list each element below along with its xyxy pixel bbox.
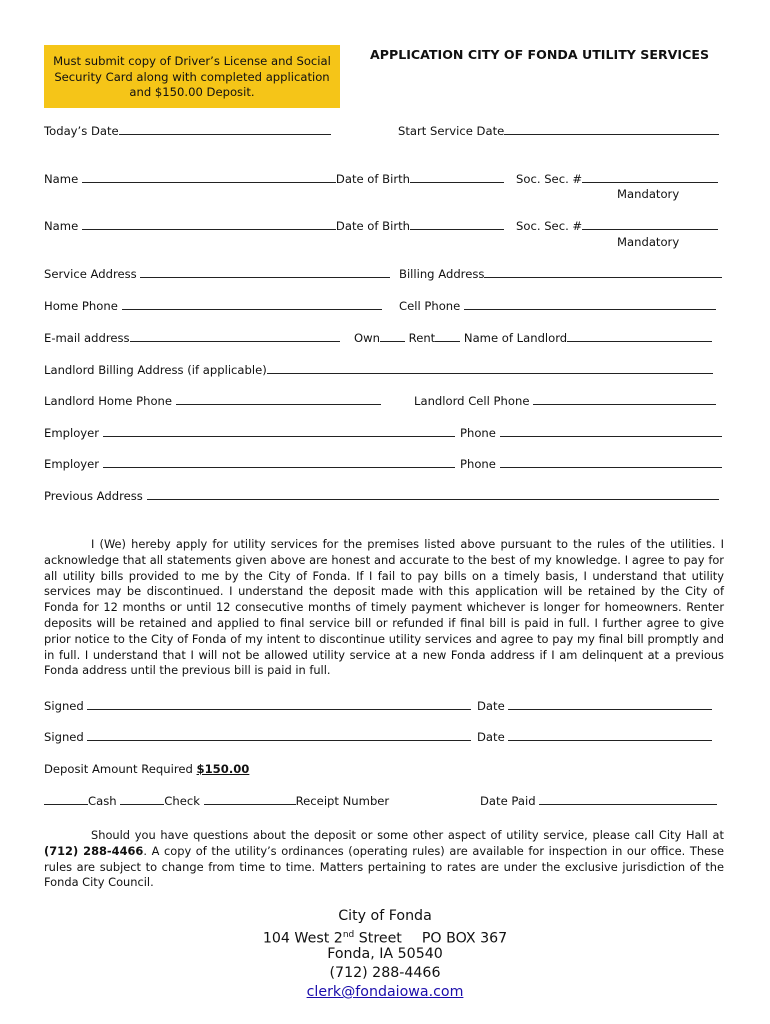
soc-sec-field-1[interactable]	[582, 171, 718, 183]
email-field[interactable]	[130, 330, 340, 342]
date-paid-field[interactable]	[539, 793, 717, 805]
email-label: E-mail address	[44, 331, 130, 345]
previous-address-label: Previous Address	[44, 489, 143, 503]
landlord-cell-phone-field[interactable]	[533, 393, 716, 405]
landlord-billing-label: Landlord Billing Address (if applicable)	[44, 363, 267, 377]
employer-phone-field-1[interactable]	[500, 425, 722, 437]
billing-address-label: Billing Address	[399, 267, 485, 281]
dob-field-2[interactable]	[410, 218, 504, 230]
signature-field-1[interactable]	[87, 698, 471, 710]
contact-city-state-zip: Fonda, IA 50540	[327, 946, 443, 962]
name-field-1[interactable]	[82, 171, 336, 183]
date-label: Date	[477, 730, 505, 744]
start-service-date-field[interactable]	[504, 123, 719, 135]
deposit-notice-text: Must submit copy of Driver’s License and Social Security Card along with completed application and $150.00 Deposit.	[53, 54, 331, 100]
landlord-name-field[interactable]	[567, 330, 712, 342]
contact-street-suffix: Street	[354, 930, 402, 947]
landlord-home-phone-field[interactable]	[176, 393, 381, 405]
cash-label: Cash	[88, 794, 117, 808]
billing-address-field[interactable]	[484, 266, 722, 278]
agreement-text: I (We) hereby apply for utility services for the premises listed above pursuant to the rules of the utilities. I acknowledge that all statements given above are honest and accurate to the best of my knowledge. I agree to pay for all utility bills provided to me by the City of Fonda. If I fail to pay bills on a timely basis, I understand that utility services may be discontinued. I understand the deposit made with this application will be retained by the City of Fonda for 12 months or until 12 consecutive months of timely payment whichever is longer for homeowners. Renter deposits will be retained and applied to final service bill or refunded if final bill is paid in full. I further agree to give prior notice to the City of Fonda of my intent to discontinue utility services and agree to pay my final bill promptly and in full. I understand that I will not be allowed utility service at a new Fonda address if I am delinquent at a previous Fonda address until the previous bill is paid in full.	[44, 537, 724, 678]
employer-phone-field-2[interactable]	[500, 456, 722, 468]
city-hall-phone: (712) 288-4466	[44, 843, 144, 858]
soc-sec-field-2[interactable]	[582, 218, 718, 230]
contact-po-box: PO BOX 367	[421, 930, 508, 947]
service-address-label: Service Address	[44, 267, 137, 281]
date-label: Date	[477, 699, 505, 713]
todays-date-field[interactable]	[119, 123, 331, 135]
signed-label: Signed	[44, 730, 84, 744]
mandatory-note-2: Mandatory	[617, 235, 680, 249]
phone-label: Phone	[460, 457, 496, 471]
contact-email-link[interactable]: clerk@fondaiowa.com	[306, 984, 464, 1000]
name-label: Name	[44, 219, 79, 233]
phone-label: Phone	[460, 426, 496, 440]
contact-org: City of Fonda	[338, 908, 432, 924]
contact-phone: (712) 288-4466	[329, 965, 441, 981]
landlord-home-phone-label: Landlord Home Phone	[44, 394, 173, 408]
signature-date-field-1[interactable]	[508, 698, 712, 710]
start-service-date-label: Start Service Date	[398, 124, 505, 138]
contact-email-line	[0, 983, 770, 1002]
rent-label: Rent	[408, 331, 436, 345]
rent-field[interactable]	[435, 330, 460, 342]
deposit-notice-box	[44, 45, 340, 108]
signed-label: Signed	[44, 699, 84, 713]
cell-phone-label: Cell Phone	[399, 299, 461, 313]
receipt-number-label: Receipt Number	[295, 794, 390, 808]
dob-label: Date of Birth	[335, 172, 410, 186]
own-label: Own	[354, 331, 380, 345]
agreement-paragraph	[44, 537, 724, 679]
previous-address-field[interactable]	[147, 488, 719, 500]
landlord-name-label: Name of Landlord	[463, 331, 568, 345]
date-paid-label: Date Paid	[480, 794, 536, 808]
questions-paragraph	[44, 828, 724, 891]
name-field-2[interactable]	[82, 218, 336, 230]
todays-date-label: Today’s Date	[44, 124, 119, 138]
home-phone-field[interactable]	[122, 298, 382, 310]
soc-sec-label: Soc. Sec. #	[516, 172, 583, 186]
cash-field[interactable]	[44, 793, 88, 805]
landlord-cell-phone-label: Landlord Cell Phone	[414, 394, 530, 408]
signature-date-field-2[interactable]	[508, 729, 712, 741]
contact-street-sup: nd	[342, 930, 355, 940]
service-address-field[interactable]	[140, 266, 390, 278]
receipt-number-field[interactable]	[204, 793, 296, 805]
mandatory-note-1: Mandatory	[617, 187, 680, 201]
home-phone-label: Home Phone	[44, 299, 118, 313]
deposit-amount: $150.00	[196, 762, 250, 776]
page-title: APPLICATION CITY OF FONDA UTILITY SERVICES	[370, 47, 710, 62]
soc-sec-label: Soc. Sec. #	[516, 219, 583, 233]
employer-field-2[interactable]	[103, 456, 455, 468]
employer-field-1[interactable]	[103, 425, 455, 437]
dob-label: Date of Birth	[335, 219, 410, 233]
employer-label: Employer	[44, 426, 100, 440]
questions-text-before: Should you have questions about the deposit or some other aspect of utility service, please call City Hall at	[91, 828, 724, 842]
signature-field-2[interactable]	[87, 729, 471, 741]
contact-street-prefix: 104 West 2	[262, 930, 343, 947]
check-field[interactable]	[120, 793, 164, 805]
deposit-label: Deposit Amount Required	[44, 762, 193, 776]
cell-phone-field[interactable]	[464, 298, 716, 310]
employer-label: Employer	[44, 457, 100, 471]
check-label: Check	[164, 794, 200, 808]
name-label: Name	[44, 172, 79, 186]
landlord-billing-field[interactable]	[267, 362, 713, 374]
questions-text-after: . A copy of the utility’s ordinances (operating rules) are available for inspection in our office. These rules are subject to change from time to time. Matters pertaining to rates are under the exclusive jurisdiction of the Fonda City Council.	[44, 843, 724, 890]
own-field[interactable]	[380, 330, 405, 342]
dob-field-1[interactable]	[410, 171, 504, 183]
